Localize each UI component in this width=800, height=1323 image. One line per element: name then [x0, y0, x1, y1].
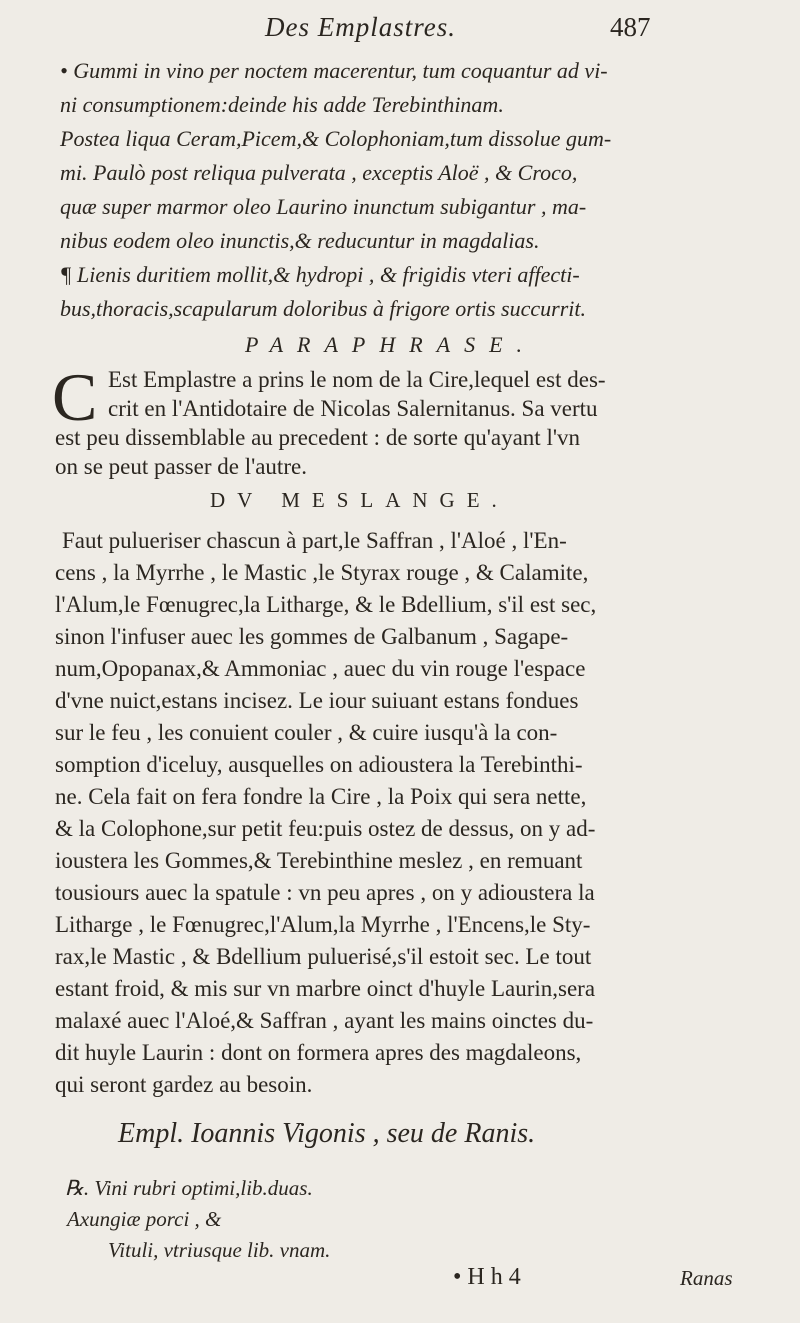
latin-line: ¶ Lienis duritiem mollit,& hydropi , & frigidis vteri affecti-: [60, 262, 580, 287]
melange-line: dit huyle Laurin : dont on formera apres des magdaleons,: [55, 1040, 582, 1065]
melange-line: sinon l'infuser auec les gommes de Galbanum , Sagape-: [55, 624, 569, 649]
melange-line: ioustera les Gommes,& Terebinthine meslez , en remuant: [55, 848, 583, 873]
recipe-line: Axungiæ porci , &: [67, 1207, 222, 1231]
melange-line: malaxé auec l'Aloé,& Saffran , ayant les mains oinctes du-: [55, 1008, 594, 1033]
catchword: Ranas: [680, 1266, 733, 1290]
melange-line: d'vne nuict,estans incisez. Le iour suiuant estans fondues: [55, 688, 579, 713]
latin-line: ni consumptionem:deinde his adde Terebinthinam.: [60, 92, 504, 117]
melange-line: cens , la Myrrhe , le Mastic ,le Styrax rouge , & Calamite,: [55, 560, 589, 585]
melange-line: ne. Cela fait on fera fondre la Cire , la Poix qui sera nette,: [55, 784, 587, 809]
melange-line: sur le feu , les conuient couler , & cuire iusqu'à la con-: [55, 720, 558, 745]
melange-heading: DV MESLANGE.: [210, 488, 509, 512]
melange-line: qui seront gardez au besoin.: [55, 1072, 313, 1097]
recipe-title: Empl. Ioannis Vigonis , seu de Ranis.: [118, 1118, 536, 1149]
page-number: 487: [610, 12, 651, 42]
drop-cap: C: [52, 359, 98, 435]
latin-line: bus,thoracis,scapularum doloribus à frigore ortis succurrit.: [60, 296, 586, 321]
melange-line: l'Alum,le Fœnugrec,la Litharge, & le Bdellium, s'il est sec,: [55, 592, 597, 617]
paraphrase-line: Est Emplastre a prins le nom de la Cire,lequel est des-: [108, 367, 606, 392]
melange-line: & la Colophone,sur petit feu:puis ostez de dessus, on y ad-: [55, 816, 596, 841]
latin-line: Postea liqua Ceram,Picem,& Colophoniam,tum dissolue gum-: [60, 126, 612, 151]
recipe-line: Vituli, vtriusque lib. vnam.: [108, 1238, 331, 1262]
recipe-line: ℞. Vini rubri optimi,lib.duas.: [65, 1176, 313, 1200]
paraphrase-line: crit en l'Antidotaire de Nicolas Salernitanus. Sa vertu: [108, 396, 598, 421]
latin-line: nibus eodem oleo inunctis,& reducuntur in magdalias.: [60, 228, 540, 253]
melange-line: rax,le Mastic , & Bdellium puluerisé,s'il estoit sec. Le tout: [55, 944, 592, 969]
melange-line: somption d'iceluy, ausquelles on adioustera la Terebinthi-: [55, 752, 583, 777]
paraphrase-heading: PARAPHRASE.: [245, 332, 537, 357]
paraphrase-line: on se peut passer de l'autre.: [55, 454, 307, 479]
running-header: [265, 12, 765, 43]
paraphrase-line: est peu dissemblable au precedent : de sorte qu'ayant l'vn: [55, 425, 580, 450]
running-title: Des Emplastres.: [265, 12, 456, 42]
signature-mark: • H h 4: [453, 1264, 521, 1290]
melange-line: tousiours auec la spatule : vn peu apres , on y adioustera la: [55, 880, 595, 905]
latin-line: mi. Paulò post reliqua pulverata , exceptis Aloë , & Croco,: [60, 160, 578, 185]
latin-line: quæ super marmor oleo Laurino inunctum subigantur , ma-: [60, 194, 587, 219]
melange-line: Litharge , le Fœnugrec,l'Alum,la Myrrhe , l'Encens,le Sty-: [55, 912, 591, 937]
melange-line: Faut pulueriser chascun à part,le Saffran , l'Aloé , l'En-: [62, 528, 567, 553]
latin-line: • Gummi in vino per noctem macerentur, tum coquantur ad vi-: [60, 58, 608, 83]
melange-line: estant froid, & mis sur vn marbre oinct d'huyle Laurin,sera: [55, 976, 596, 1001]
melange-line: num,Opopanax,& Ammoniac , auec du vin rouge l'espace: [55, 656, 586, 681]
